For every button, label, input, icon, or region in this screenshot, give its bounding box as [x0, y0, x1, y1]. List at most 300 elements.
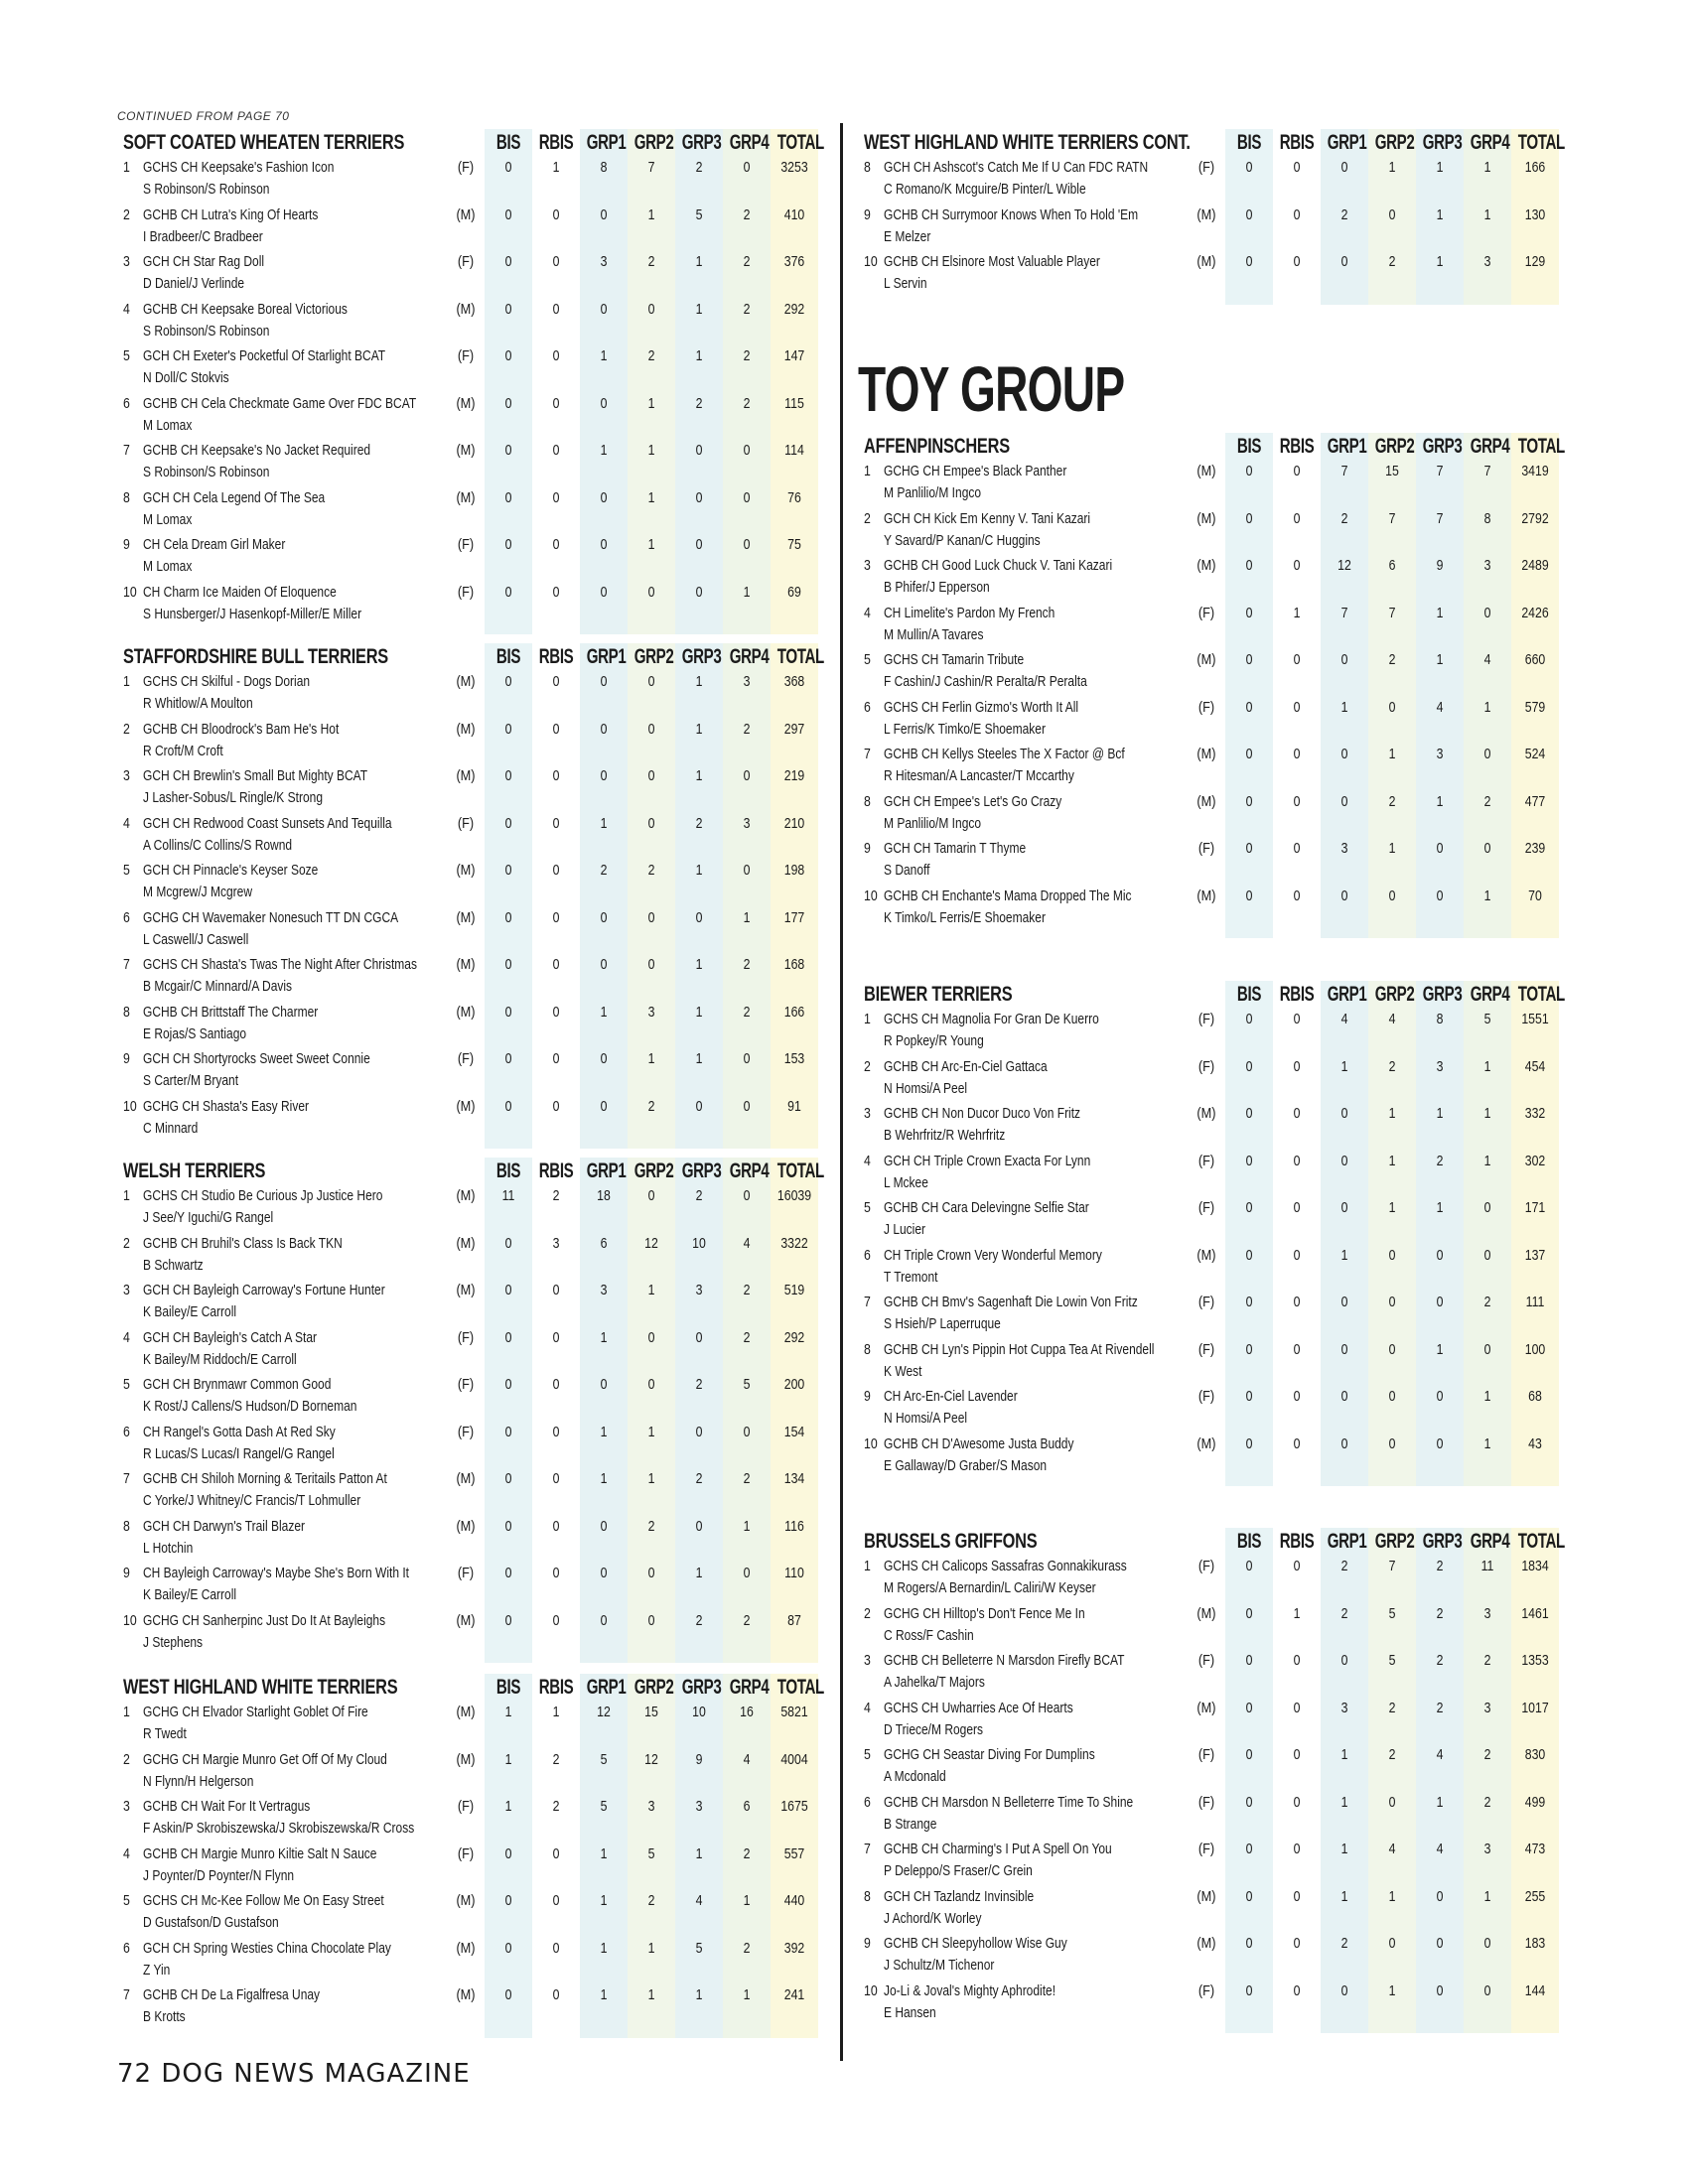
stat-grp3: 4 — [695, 1892, 703, 1909]
stat-grp2: 0 — [647, 908, 655, 926]
dog-name: GCHS CH Skilful - Dogs Dorian — [143, 673, 311, 690]
column-header-total: TOTAL — [776, 645, 824, 668]
rank-number: 2 — [123, 720, 130, 738]
sex-marker: (M) — [1196, 651, 1216, 668]
breed-section — [117, 1158, 822, 1663]
stat-grp2: 2 — [1388, 1057, 1396, 1075]
owner-names: S Robinson/S Robinson — [143, 181, 270, 198]
section-header — [858, 129, 1563, 157]
dog-name: GCHB CH Lyn's Pippin Hot Cuppa Tea At Rivendell — [884, 1340, 1155, 1358]
stat-grp1: 0 — [600, 956, 608, 973]
stat-grp3: 0 — [695, 1328, 703, 1346]
stat-grp1: 0 — [600, 536, 608, 553]
sex-marker: (F) — [457, 814, 475, 832]
stat-grp3: 2 — [695, 159, 703, 176]
rank-number: 9 — [123, 1565, 130, 1581]
owner-names: I Bradbeer/C Bradbeer — [143, 227, 263, 245]
owner-names: M Mcgrew/J Mcgrew — [143, 884, 253, 900]
stat-grp3: 1 — [695, 720, 703, 738]
stat-total: 1551 — [1521, 1011, 1549, 1027]
stat-bis: 0 — [504, 814, 512, 832]
stat-grp2: 0 — [1388, 1935, 1396, 1952]
stat-total: 1834 — [1521, 1558, 1549, 1574]
stat-total: 557 — [783, 1844, 805, 1862]
ranking-row — [858, 603, 1563, 650]
ranking-row — [858, 1197, 1563, 1245]
stat-grp4: 2 — [743, 253, 751, 270]
stat-grp4: 2 — [743, 347, 751, 364]
stat-rbis: 0 — [1293, 509, 1301, 527]
sex-marker: (M) — [456, 1003, 476, 1021]
stat-grp1: 1 — [600, 1892, 608, 1909]
sex-marker: (F) — [1197, 1011, 1215, 1027]
stat-rbis: 0 — [1293, 1887, 1301, 1905]
stat-rbis: 0 — [552, 1376, 560, 1393]
stat-grp4: 2 — [743, 1470, 751, 1487]
ranking-row — [858, 1933, 1563, 1980]
owner-names: S Robinson/S Robinson — [143, 322, 270, 340]
stat-grp2: 0 — [647, 300, 655, 318]
stat-grp4: 2 — [1483, 1652, 1491, 1669]
stat-grp2: 0 — [647, 956, 655, 973]
stat-grp1: 1 — [600, 1423, 608, 1440]
stat-bis: 0 — [504, 1517, 512, 1535]
stat-bis: 0 — [1245, 557, 1253, 574]
stat-grp2: 15 — [1385, 463, 1399, 479]
stat-bis: 1 — [504, 1704, 512, 1720]
ranking-row — [117, 251, 822, 299]
stat-grp3: 3 — [1436, 1057, 1444, 1075]
owner-names: L Mckee — [884, 1173, 928, 1191]
owner-names: D Gustafson/D Gustafson — [143, 1914, 279, 1931]
rank-number: 7 — [864, 746, 871, 762]
column-header-grp1: GRP1 — [586, 645, 627, 668]
stat-grp2: 3 — [647, 1003, 655, 1021]
section-header — [117, 1158, 822, 1185]
stat-bis: 0 — [504, 300, 512, 318]
stat-bis: 0 — [504, 720, 512, 738]
ranking-row — [117, 813, 822, 861]
column-header-total: TOTAL — [1517, 983, 1565, 1006]
stat-rbis: 3 — [552, 1234, 560, 1252]
stat-grp1: 3 — [1340, 1699, 1348, 1716]
stat-rbis: 0 — [1293, 1434, 1301, 1452]
stat-rbis: 0 — [1293, 1246, 1301, 1264]
stat-grp4: 2 — [1483, 792, 1491, 810]
stat-rbis: 0 — [1293, 463, 1301, 479]
stat-grp1: 0 — [600, 673, 608, 690]
rank-number: 4 — [864, 604, 871, 621]
stat-total: 134 — [783, 1470, 805, 1487]
stat-total: 68 — [1528, 1388, 1542, 1405]
column-header-grp3: GRP3 — [1422, 131, 1463, 154]
stat-grp2: 1 — [1388, 1199, 1396, 1216]
stat-grp2: 0 — [647, 1376, 655, 1393]
dog-name: GCHG CH Shasta's Easy River — [143, 1097, 309, 1115]
stat-rbis: 0 — [552, 956, 560, 973]
stat-grp3: 4 — [1436, 1841, 1444, 1857]
rank-number: 2 — [123, 1750, 130, 1768]
stat-rbis: 0 — [1293, 159, 1301, 176]
dog-name: GCH CH Kick Em Kenny V. Tani Kazari — [884, 509, 1091, 527]
stat-bis: 0 — [504, 159, 512, 176]
stat-grp1: 3 — [1340, 840, 1348, 857]
owner-names: L Hotchin — [143, 1539, 194, 1557]
sex-marker: (M) — [1196, 509, 1216, 527]
sex-marker: (F) — [1197, 1294, 1215, 1310]
stat-grp4: 0 — [743, 159, 751, 176]
ranking-row — [117, 1938, 822, 1985]
column-header-grp3: GRP3 — [681, 1676, 722, 1699]
stat-grp1: 0 — [600, 1565, 608, 1581]
owner-names: Z Yin — [143, 1961, 171, 1979]
stat-grp2: 2 — [1388, 792, 1396, 810]
dog-name: GCHS CH Calicops Sassafras Gonnakikurass — [884, 1558, 1127, 1574]
stat-bis: 0 — [504, 1611, 512, 1629]
breed-section — [858, 1528, 1563, 2033]
column-header-grp1: GRP1 — [586, 1676, 627, 1699]
stat-bis: 0 — [1245, 1105, 1253, 1122]
stat-grp3: 0 — [1436, 1887, 1444, 1905]
dog-name: GCHB CH Belleterre N Marsdon Firefly BCAT — [884, 1652, 1125, 1669]
stat-total: 200 — [783, 1376, 805, 1393]
ranking-row — [117, 1327, 822, 1375]
stat-grp4: 7 — [1483, 463, 1491, 479]
stat-total: 255 — [1524, 1887, 1546, 1905]
stat-grp2: 1 — [647, 442, 655, 459]
stat-rbis: 0 — [552, 1328, 560, 1346]
ranking-row — [117, 299, 822, 346]
stat-grp2: 2 — [647, 1892, 655, 1909]
breed-section — [117, 1674, 822, 2038]
stat-total: 473 — [1524, 1841, 1546, 1857]
dog-name: GCH CH Exeter's Pocketful Of Starlight BCAT — [143, 347, 386, 364]
owner-names: E Gallaway/D Graber/S Mason — [884, 1456, 1048, 1474]
stat-total: 153 — [783, 1050, 805, 1067]
stat-grp2: 3 — [647, 1798, 655, 1815]
stat-grp3: 0 — [1436, 1981, 1444, 1999]
stat-rbis: 0 — [552, 442, 560, 459]
stat-grp3: 2 — [1436, 1604, 1444, 1622]
stat-grp4: 1 — [1483, 887, 1491, 904]
stat-total: 524 — [1524, 746, 1546, 762]
stat-rbis: 0 — [1293, 651, 1301, 668]
stat-total: 2426 — [1521, 604, 1549, 621]
column-header-grp4: GRP4 — [729, 1676, 770, 1699]
rank-number: 8 — [864, 1887, 871, 1905]
dog-name: GCHS CH Ferlin Gizmo's Worth It All — [884, 698, 1079, 716]
stat-grp3: 0 — [1436, 1434, 1444, 1452]
column-header-grp4: GRP4 — [1470, 435, 1510, 458]
stat-grp3: 0 — [1436, 1935, 1444, 1952]
stat-total: 292 — [783, 1328, 805, 1346]
sex-marker: (F) — [1197, 840, 1215, 857]
stat-grp2: 1 — [1388, 1152, 1396, 1169]
column-header-grp3: GRP3 — [1422, 1530, 1463, 1553]
stat-bis: 0 — [1245, 1604, 1253, 1622]
dog-name: GCHB CH Keepsake's No Jacket Required — [143, 442, 371, 459]
stat-grp2: 1 — [647, 1282, 655, 1298]
stat-rbis: 0 — [1293, 1011, 1301, 1027]
sex-marker: (F) — [1197, 1793, 1215, 1811]
stat-grp4: 0 — [743, 536, 751, 553]
owner-names: J Schultz/M Tichenor — [884, 1957, 995, 1974]
ranking-row — [117, 1002, 822, 1049]
sex-marker: (F) — [457, 1050, 475, 1067]
stat-bis: 0 — [1245, 698, 1253, 716]
ranking-row — [117, 440, 822, 487]
owner-names: Y Savard/P Kanan/C Huggins — [884, 531, 1041, 549]
stat-grp4: 0 — [743, 1187, 751, 1204]
stat-bis: 0 — [1245, 1793, 1253, 1811]
column-header-bis: BIS — [1236, 435, 1262, 458]
rank-number: 9 — [123, 1050, 130, 1067]
stat-rbis: 1 — [552, 1704, 560, 1720]
stat-total: 115 — [784, 394, 804, 412]
stat-grp2: 1 — [1388, 840, 1396, 857]
stat-grp1: 0 — [600, 1611, 608, 1629]
stat-total: 4004 — [780, 1750, 808, 1768]
stat-grp2: 1 — [1388, 746, 1396, 762]
stat-grp1: 1 — [1340, 1246, 1348, 1264]
ranking-row — [117, 860, 822, 907]
sex-marker: (F) — [1197, 1199, 1215, 1216]
stat-grp3: 7 — [1436, 509, 1444, 527]
column-header-grp2: GRP2 — [633, 131, 674, 154]
sex-marker: (M) — [456, 1939, 476, 1957]
stat-grp2: 0 — [647, 673, 655, 690]
stat-grp2: 1 — [647, 1470, 655, 1487]
stat-grp3: 1 — [1436, 651, 1444, 668]
stat-grp3: 3 — [695, 1282, 703, 1298]
rank-number: 1 — [123, 159, 130, 176]
owner-names: E Hansen — [884, 2003, 936, 2021]
dog-name: Jo-Li & Joval's Mighty Aphrodite! — [884, 1981, 1056, 1999]
stat-bis: 0 — [1245, 1294, 1253, 1310]
stat-grp2: 5 — [1388, 1652, 1396, 1669]
sex-marker: (F) — [1197, 159, 1215, 176]
stat-grp4: 0 — [743, 1423, 751, 1440]
stat-grp1: 0 — [600, 583, 608, 601]
stat-grp3: 0 — [695, 1517, 703, 1535]
dog-name: GCHS CH Shasta's Twas The Night After Christmas — [143, 956, 417, 973]
rank-number: 6 — [864, 1793, 871, 1811]
ranking-row — [858, 1603, 1563, 1651]
stat-grp1: 7 — [1340, 604, 1348, 621]
ranking-row — [117, 393, 822, 441]
stat-bis: 0 — [504, 1282, 512, 1298]
stat-grp3: 1 — [1436, 1199, 1444, 1216]
sex-marker: (F) — [1197, 1746, 1215, 1763]
stat-rbis: 0 — [552, 1517, 560, 1535]
stat-grp4: 1 — [1483, 1388, 1491, 1405]
column-header-bis: BIS — [495, 645, 521, 668]
dog-name: GCHG CH Wavemaker Nonesuch TT DN CGCA — [143, 908, 399, 926]
stat-grp3: 8 — [1436, 1011, 1444, 1027]
owner-names: B Phifer/J Epperson — [884, 579, 990, 596]
rank-number: 6 — [123, 1939, 130, 1957]
stat-rbis: 0 — [552, 1097, 560, 1115]
rank-number: 10 — [123, 583, 137, 601]
owner-names: K Bailey/M Riddoch/E Carroll — [143, 1350, 297, 1368]
stat-bis: 0 — [504, 1844, 512, 1862]
stat-grp4: 2 — [743, 1844, 751, 1862]
owner-names: N Homsi/A Peel — [884, 1079, 968, 1097]
owner-names: B Strange — [884, 1815, 937, 1833]
stat-rbis: 0 — [552, 394, 560, 412]
stat-grp4: 0 — [743, 1050, 751, 1067]
stat-grp1: 2 — [600, 862, 608, 879]
stat-grp2: 1 — [647, 1423, 655, 1440]
stat-bis: 0 — [504, 583, 512, 601]
rank-number: 7 — [123, 1470, 130, 1487]
stat-grp3: 0 — [1436, 1294, 1444, 1310]
stat-bis: 0 — [504, 862, 512, 879]
stat-grp2: 0 — [647, 1611, 655, 1629]
stat-grp4: 0 — [1483, 604, 1491, 621]
ranking-row — [858, 886, 1563, 933]
stat-grp4: 2 — [743, 1328, 751, 1346]
stat-grp2: 0 — [1388, 1340, 1396, 1358]
rank-number: 8 — [123, 488, 130, 506]
stat-grp1: 0 — [1340, 1152, 1348, 1169]
ranking-row — [117, 1280, 822, 1327]
stat-bis: 0 — [504, 673, 512, 690]
ranking-row — [858, 1245, 1563, 1293]
stat-total: 2792 — [1521, 509, 1549, 527]
owner-names: E Rojas/S Santiago — [143, 1024, 247, 1042]
column-header-rbis: RBIS — [538, 131, 574, 154]
rank-number: 8 — [123, 1517, 130, 1535]
stat-rbis: 0 — [552, 1939, 560, 1957]
owner-names: M Panlilio/M Ingco — [884, 484, 982, 501]
stat-rbis: 0 — [552, 720, 560, 738]
sex-marker: (M) — [456, 908, 476, 926]
owner-names: K Timko/L Ferris/E Shoemaker — [884, 908, 1046, 926]
sex-marker: (M) — [1196, 253, 1216, 270]
stat-grp1: 0 — [1340, 1652, 1348, 1669]
dog-name: GCH CH Darwyn's Trail Blazer — [143, 1517, 305, 1535]
ranking-row — [117, 907, 822, 955]
stat-bis: 0 — [504, 1892, 512, 1909]
stat-total: 144 — [1524, 1981, 1546, 1999]
owner-names: S Hsieh/P Laperruque — [884, 1315, 1001, 1332]
stat-total: 70 — [1528, 887, 1542, 904]
stat-bis: 0 — [504, 442, 512, 459]
stat-grp4: 1 — [743, 1892, 751, 1909]
stat-grp1: 0 — [1340, 1340, 1348, 1358]
dog-name: GCHS CH Mc-Kee Follow Me On Easy Street — [143, 1892, 384, 1909]
ranking-row — [858, 1433, 1563, 1481]
stat-grp3: 4 — [1436, 1746, 1444, 1763]
ranking-row — [858, 1339, 1563, 1387]
breed-title: WEST HIGHLAND WHITE TERRIERS — [123, 1676, 398, 1699]
stat-rbis: 2 — [552, 1750, 560, 1768]
dog-name: GCHG CH Seastar Diving For Dumplins — [884, 1746, 1095, 1763]
stat-grp2: 4 — [1388, 1841, 1396, 1857]
sex-marker: (M) — [456, 956, 476, 973]
column-header-total: TOTAL — [776, 1676, 824, 1699]
stat-bis: 0 — [504, 347, 512, 364]
owner-names: R Whitlow/A Moulton — [143, 695, 253, 712]
stat-rbis: 0 — [552, 1470, 560, 1487]
dog-name: GCHG CH Sanherpinc Just Do It At Bayleighs — [143, 1611, 386, 1629]
stat-rbis: 0 — [552, 300, 560, 318]
stat-bis: 0 — [504, 1939, 512, 1957]
dog-name: GCH CH Star Rag Doll — [143, 253, 265, 270]
stat-grp3: 1 — [1436, 792, 1444, 810]
rank-number: 5 — [864, 1746, 871, 1763]
dog-name: GCHB CH Elsinore Most Valuable Player — [884, 253, 1100, 270]
sex-marker: (M) — [1196, 557, 1216, 574]
stat-rbis: 0 — [552, 205, 560, 223]
owner-names: J Lasher-Sobus/L Ringle/K Strong — [143, 789, 323, 806]
stat-grp2: 7 — [1388, 509, 1396, 527]
rank-number: 7 — [123, 442, 130, 459]
sex-marker: (M) — [1196, 792, 1216, 810]
stat-total: 239 — [1524, 840, 1546, 857]
rank-number: 7 — [123, 956, 130, 973]
rank-number: 5 — [123, 347, 130, 364]
stat-rbis: 0 — [1293, 1746, 1301, 1763]
stat-total: 3322 — [780, 1234, 808, 1252]
stat-grp3: 1 — [1436, 159, 1444, 176]
stat-grp2: 1 — [1388, 1105, 1396, 1122]
stat-grp1: 1 — [600, 814, 608, 832]
stat-total: 116 — [784, 1517, 804, 1535]
stat-rbis: 0 — [1293, 887, 1301, 904]
dog-name: GCHG CH Margie Munro Get Off Of My Cloud — [143, 1750, 387, 1768]
stat-grp2: 7 — [1388, 1558, 1396, 1574]
dog-name: GCHB CH Bmv's Sagenhaft Die Lowin Von Fritz — [884, 1294, 1138, 1310]
stat-grp3: 4 — [1436, 698, 1444, 716]
dog-name: GCH CH Cela Legend Of The Sea — [143, 488, 326, 506]
stat-bis: 0 — [504, 1003, 512, 1021]
column-header-bis: BIS — [495, 1160, 521, 1182]
stat-grp2: 0 — [1388, 1434, 1396, 1452]
stat-total: 368 — [783, 673, 805, 690]
stat-grp1: 6 — [600, 1234, 608, 1252]
stat-grp1: 1 — [600, 442, 608, 459]
stat-total: 75 — [787, 536, 801, 553]
stat-bis: 0 — [1245, 1699, 1253, 1716]
sex-marker: (F) — [1197, 1558, 1215, 1574]
dog-name: CH Triple Crown Very Wonderful Memory — [884, 1246, 1102, 1264]
column-header-grp4: GRP4 — [1470, 131, 1510, 154]
ranking-row — [117, 1185, 822, 1233]
stat-bis: 0 — [504, 536, 512, 553]
owner-names: R Croft/M Croft — [143, 742, 223, 759]
stat-grp2: 2 — [1388, 253, 1396, 270]
stat-bis: 0 — [1245, 792, 1253, 810]
sex-marker: (M) — [456, 205, 476, 223]
dog-name: GCHS CH Tamarin Tribute — [884, 651, 1025, 668]
column-header-rbis: RBIS — [538, 1676, 574, 1699]
ranking-row — [117, 671, 822, 719]
sex-marker: (M) — [456, 1986, 476, 2003]
stat-grp2: 0 — [647, 767, 655, 784]
stat-grp4: 1 — [1483, 159, 1491, 176]
sex-marker: (F) — [457, 253, 475, 270]
stat-rbis: 0 — [552, 1844, 560, 1862]
sex-marker: (M) — [456, 300, 476, 318]
sex-marker: (F) — [1197, 1652, 1215, 1669]
stat-grp4: 3 — [743, 673, 751, 690]
ranking-row — [117, 1796, 822, 1843]
stat-rbis: 0 — [1293, 1294, 1301, 1310]
stat-grp3: 1 — [1436, 604, 1444, 621]
ranking-row — [858, 838, 1563, 886]
